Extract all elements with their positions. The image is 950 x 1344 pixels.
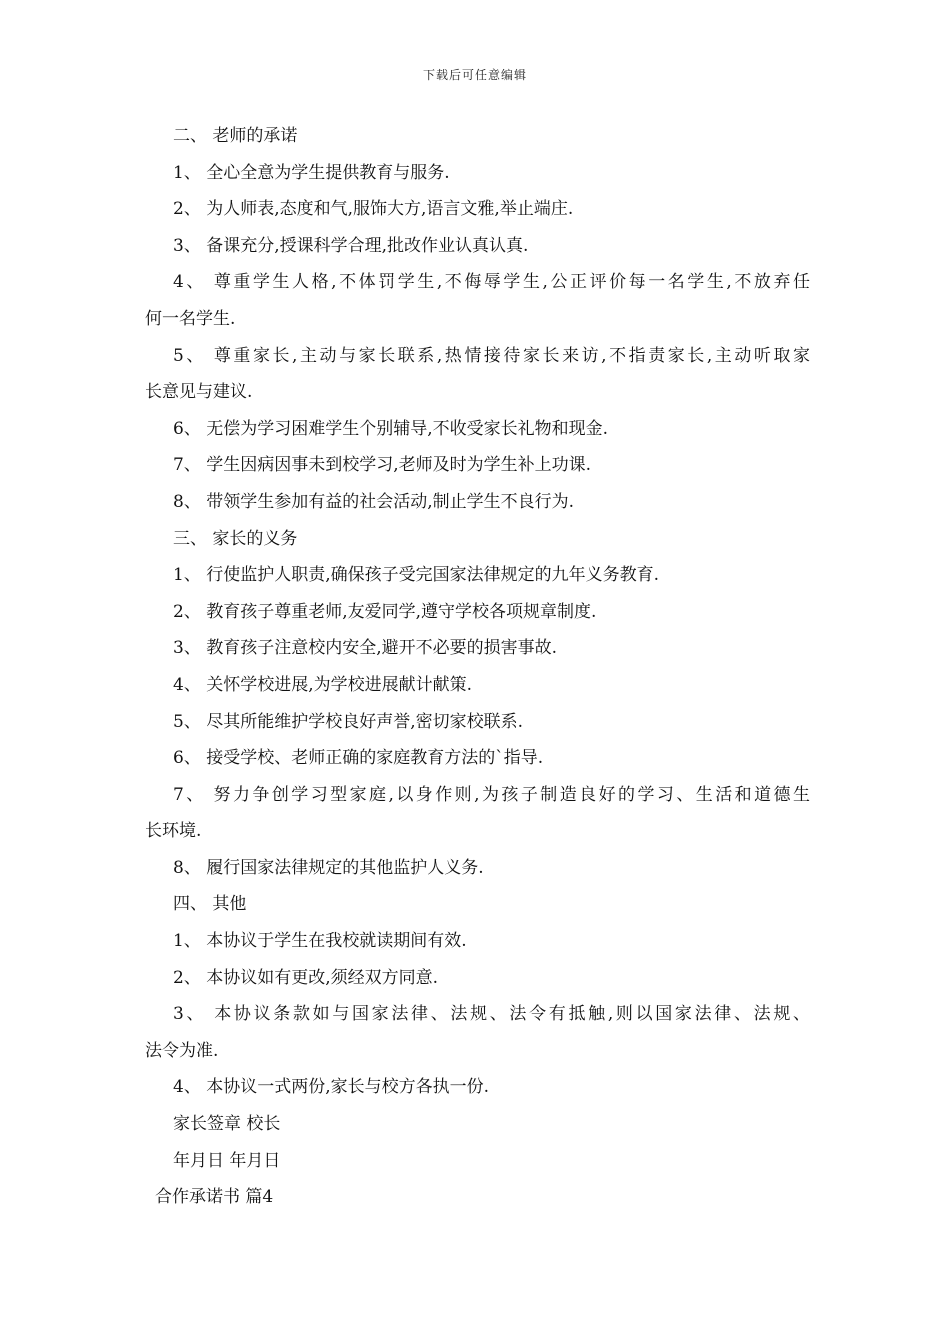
list-item: 1、 全心全意为学生提供教育与服务. xyxy=(173,162,450,183)
list-item: 1、 本协议于学生在我校就读期间有效. xyxy=(173,931,467,952)
document-body xyxy=(145,118,810,1216)
list-item-continuation: 法令为准. xyxy=(145,1040,219,1061)
section-heading: 四、 其他 xyxy=(173,894,247,915)
list-item: 3、 本协议条款如与国家法律、法规、法令有抵触,则以国家法律、法规、 xyxy=(173,1004,810,1025)
list-item: 6、 无偿为学习困难学生个别辅导,不收受家长礼物和现金. xyxy=(173,418,609,439)
list-item-continuation: 长环境. xyxy=(145,821,202,842)
list-item: 4、 尊重学生人格,不体罚学生,不侮辱学生,公正评价每一名学生,不放弃任 xyxy=(173,272,810,293)
list-item: 6、 接受学校、老师正确的家庭教育方法的`指导. xyxy=(173,748,544,769)
list-item: 4、 关怀学校进展,为学校进展献计献策. xyxy=(173,674,473,695)
page-header: 下载后可任意编辑 xyxy=(422,68,527,82)
list-item: 5、 尊重家长,主动与家长联系,热情接待家长来访,不指责家长,主动听取家 xyxy=(173,345,810,366)
list-item-continuation: 长意见与建议. xyxy=(145,382,253,403)
list-item: 5、 尽其所能维护学校良好声誉,密切家校联系. xyxy=(173,711,524,732)
list-item: 3、 备课充分,授课科学合理,批改作业认真认真. xyxy=(173,235,529,256)
section-heading: 二、 老师的承诺 xyxy=(173,126,298,146)
list-item: 7、 学生因病因事未到校学习,老师及时为学生补上功课. xyxy=(173,455,592,476)
list-item: 8、 带领学生参加有益的社会活动,制止学生不良行为. xyxy=(173,491,575,512)
list-item: 8、 履行国家法律规定的其他监护人义务. xyxy=(173,857,484,878)
list-item: 7、 努力争创学习型家庭,以身作则,为孩子制造良好的学习、生活和道德生 xyxy=(173,784,810,805)
list-item: 2、 本协议如有更改,须经双方同意. xyxy=(173,967,439,988)
list-item: 1、 行使监护人职责,确保孩子受完国家法律规定的九年义务教育. xyxy=(173,565,660,586)
list-item: 3、 教育孩子注意校内安全,避开不必要的损害事故. xyxy=(173,638,558,659)
signature-labels: 家长签章 校长 xyxy=(173,1114,281,1135)
date-labels: 年月日 年月日 xyxy=(173,1150,281,1171)
list-item: 2、 教育孩子尊重老师,友爱同学,遵守学校各项规章制度. xyxy=(173,601,597,622)
section-heading: 三、 家长的义务 xyxy=(173,528,298,549)
list-item: 2、 为人师表,态度和气,服饰大方,语言文雅,举止端庄. xyxy=(173,199,574,220)
list-item-continuation: 何一名学生. xyxy=(145,308,236,329)
next-section-title: 合作承诺书 篇4 xyxy=(155,1187,274,1208)
list-item: 4、 本协议一式两份,家长与校方各执一份. xyxy=(173,1077,490,1098)
